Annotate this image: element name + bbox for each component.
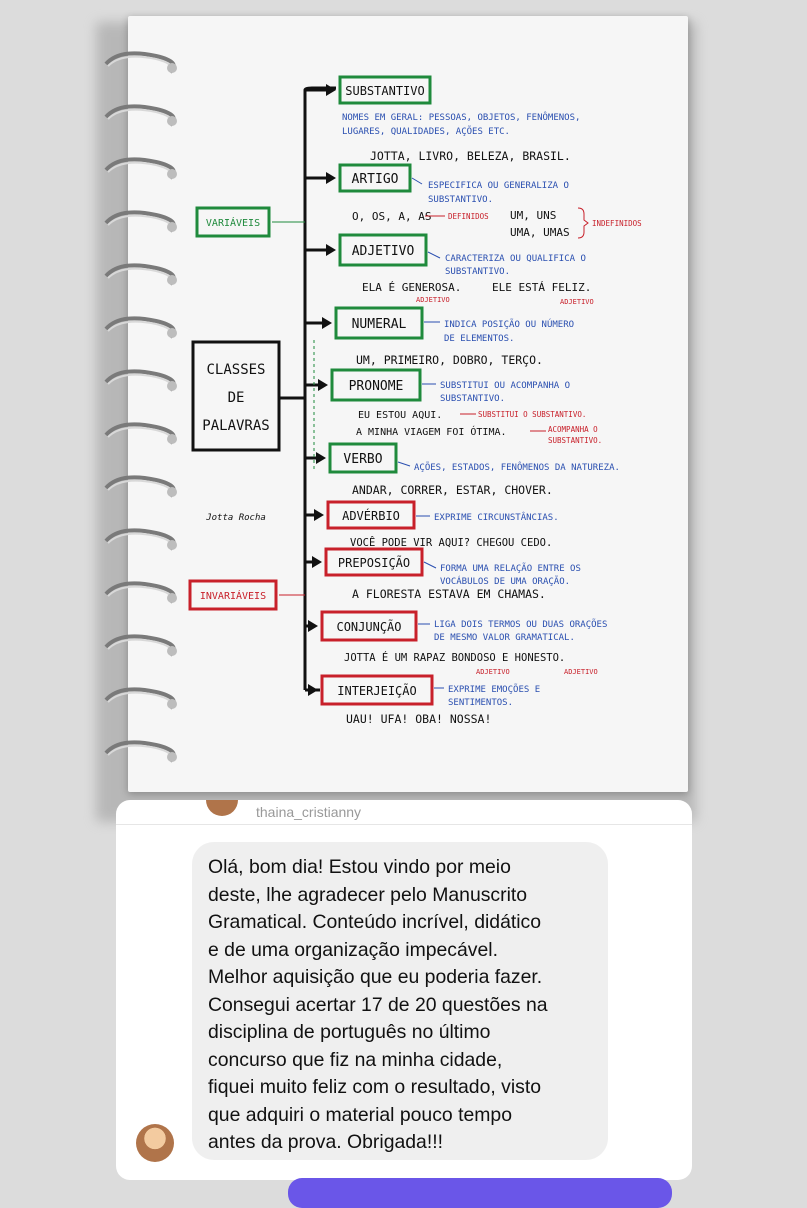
example-preposicao: A FLORESTA ESTAVA EM CHAMAS.: [352, 587, 546, 601]
class-name-conjuncao: CONJUNÇÃO: [336, 620, 402, 634]
note-artigo-def: DEFINIDOS: [448, 212, 489, 221]
branch-arrowhead: [326, 84, 336, 96]
branch-arrowhead: [322, 317, 332, 329]
example-conjuncao: JOTTA É UM RAPAZ BONDOSO E HONESTO.: [344, 652, 566, 664]
example-interjeicao: UAU! UFA! OBA! NOSSA!: [346, 712, 492, 726]
example-verbo: ANDAR, CORRER, ESTAR, CHOVER.: [352, 483, 553, 497]
note-conjuncao-2: ADJETIVO: [564, 668, 598, 676]
desc-interjeicao-1: EXPRIME EMOÇÕES E: [448, 685, 541, 695]
example-pronome-2: A MINHA VIAGEM FOI ÓTIMA.: [356, 427, 507, 438]
class-name-adjetivo: ADJETIVO: [351, 244, 415, 259]
class-name-verbo: VERBO: [343, 452, 383, 467]
desc-artigo-2: SUBSTANTIVO.: [428, 195, 494, 205]
example-adjetivo-2: ELE ESTÁ FELIZ.: [492, 281, 592, 294]
sender-username[interactable]: thaina_cristianny: [256, 804, 362, 820]
class-name-pronome: PRONOME: [348, 379, 404, 394]
message-line: fiquei muito feliz com o resultado, visto: [208, 1076, 542, 1098]
message-line: Olá, bom dia! Estou vindo por meio: [208, 856, 511, 878]
center-title-line-1: CLASSES: [206, 362, 266, 378]
example-numeral: UM, PRIMEIRO, DOBRO, TERÇO.: [356, 353, 543, 367]
desc-substantivo-2: LUGARES, QUALIDADES, AÇÕES ETC.: [342, 127, 510, 137]
class-name-adverbio: ADVÉRBIO: [342, 509, 400, 523]
message-line: disciplina de português no último: [208, 1021, 491, 1043]
class-name-preposicao: PREPOSIÇÃO: [337, 556, 411, 570]
branch-arrowhead: [308, 684, 318, 696]
message-line: Consegui acertar 17 de 20 questões na: [208, 993, 548, 1016]
note-pronome-1: SUBSTITUI O SUBSTANTIVO.: [478, 410, 587, 419]
message-line: deste, lhe agradecer pelo Manuscrito: [208, 883, 528, 906]
desc-substantivo-1: NOMES EM GERAL: PESSOAS, OBJETOS, FENÔMENOS,: [342, 113, 581, 123]
example-adjetivo-1: ELA É GENEROSA.: [362, 281, 462, 294]
invariable-label: INVARIÁVEIS: [199, 591, 267, 602]
desc-verbo-1: AÇÕES, ESTADOS, FENÔMENOS DA NATUREZA.: [414, 463, 620, 473]
branch-arrowhead: [326, 172, 336, 184]
desc-interjeicao-2: SENTIMENTOS.: [448, 698, 514, 708]
desc-pronome-1: SUBSTITUI OU ACOMPANHA O: [440, 381, 571, 391]
example-pronome-1: EU ESTOU AQUI.: [358, 410, 443, 421]
message-line: que adquiri o material pouco tempo: [208, 1103, 512, 1126]
example-substantivo: JOTTA, LIVRO, BELEZA, BRASIL.: [370, 149, 571, 163]
desc-conjuncao-2: DE MESMO VALOR GRAMATICAL.: [434, 633, 575, 643]
example-artigo-indef-2: UMA, UMAS: [510, 226, 570, 239]
center-title-line-3: PALAVRAS: [202, 418, 270, 434]
branch-arrowhead: [312, 556, 322, 568]
branch-arrowhead: [314, 509, 324, 521]
desc-preposicao-2: VOCÁBULOS DE UMA ORAÇÃO.: [440, 577, 571, 587]
sender-avatar-small: [206, 800, 238, 816]
note-adjetivo-2: ADJETIVO: [560, 298, 594, 306]
variable-label: VARIÁVEIS: [205, 218, 261, 229]
note-conjuncao-1: ADJETIVO: [476, 668, 510, 676]
branch-arrowhead: [308, 620, 318, 632]
example-artigo-indef-1: UM, UNS: [510, 209, 557, 222]
desc-numeral-1: INDICA POSIÇÃO OU NÚMERO: [444, 320, 575, 330]
class-name-artigo: ARTIGO: [351, 172, 399, 187]
example-artigo-def: O, OS, A, AS: [352, 210, 432, 223]
desc-adverbio-1: EXPRIME CIRCUNSTÂNCIAS.: [434, 513, 559, 523]
branch-arrowhead: [318, 379, 328, 391]
message-text: [208, 854, 602, 1157]
message-line: Gramatical. Conteúdo incrível, didático: [208, 911, 542, 933]
desc-artigo-1: ESPECIFICA OU GENERALIZA O: [428, 181, 569, 191]
class-name-interjeicao: INTERJEIÇÃO: [337, 684, 417, 698]
note-adjetivo-1: ADJETIVO: [416, 296, 450, 304]
desc-adjetivo-2: SUBSTANTIVO.: [445, 267, 511, 277]
note-artigo-indef: INDEFINIDOS: [592, 219, 642, 228]
class-name-substantivo: SUBSTANTIVO: [345, 84, 425, 98]
message-line: e de uma organização impecável.: [208, 938, 498, 961]
signature: Jotta Rocha: [206, 513, 266, 523]
divider: [116, 824, 692, 825]
desc-adjetivo-1: CARACTERIZA OU QUALIFICA O: [445, 254, 586, 264]
note-pronome-2a: ACOMPANHA O: [548, 425, 598, 434]
class-name-numeral: NUMERAL: [351, 317, 407, 332]
note-pronome-2b: SUBSTANTIVO.: [548, 436, 603, 445]
example-adverbio: VOCÊ PODE VIR AQUI? CHEGOU CEDO.: [350, 537, 553, 549]
desc-conjuncao-1: LIGA DOIS TERMOS OU DUAS ORAÇÕES: [434, 620, 608, 630]
branch-arrowhead: [326, 244, 336, 256]
message-line: concurso que fiz na minha cidade,: [208, 1048, 503, 1071]
sender-avatar[interactable]: [136, 1124, 174, 1162]
message-line: antes da prova. Obrigada!!!: [208, 1131, 443, 1153]
sent-message-bubble-partial[interactable]: [288, 1178, 672, 1208]
message-bubble[interactable]: [192, 842, 608, 1160]
center-title-line-2: DE: [227, 390, 245, 406]
desc-preposicao-1: FORMA UMA RELAÇÃO ENTRE OS: [440, 564, 581, 574]
branch-arrowhead: [316, 452, 326, 464]
desc-pronome-2: SUBSTANTIVO.: [440, 394, 506, 404]
desc-numeral-2: DE ELEMENTOS.: [444, 334, 515, 344]
chat-panel: [116, 800, 692, 1180]
message-line: Melhor aquisição que eu poderia fazer.: [208, 966, 543, 988]
